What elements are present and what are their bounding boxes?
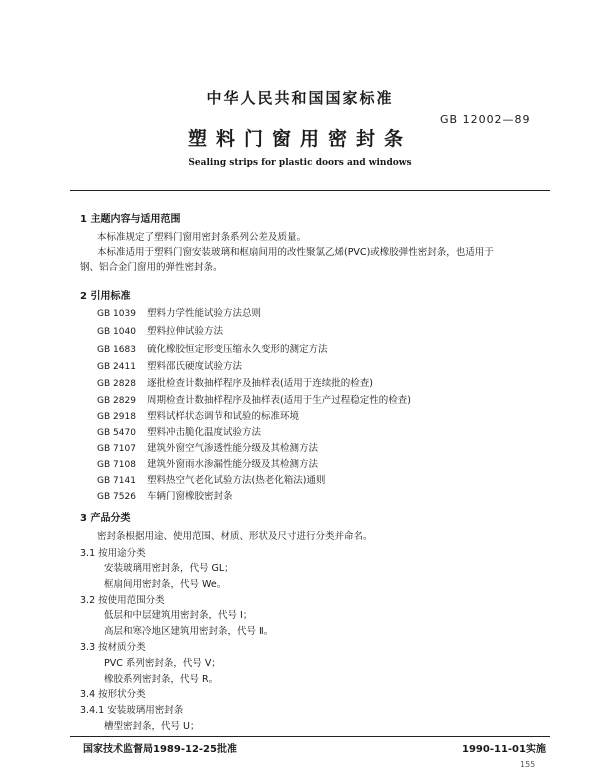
reference-title: 塑料力学性能试验方法总则 (147, 308, 262, 319)
reference-code: GB 1040 (97, 327, 136, 337)
reference-code: GB 7526 (97, 492, 136, 502)
approval-line: 国家技术监督局1989-12-25批准 (83, 744, 237, 755)
section-1-paragraph-2-line-2: 钢、铝合金门窗用的弹性密封条。 (80, 262, 223, 273)
section-3-1-heading: 3.1 按用途分类 (80, 548, 146, 559)
implementation-date: 1990-11-01实施 (462, 744, 546, 755)
section-3-1-item-a: 安装玻璃用密封条，代号 GL； (104, 563, 234, 574)
reference-item (97, 375, 373, 389)
reference-item (97, 392, 411, 406)
reference-code: GB 2918 (97, 412, 136, 422)
section-1-heading: 1 主题内容与适用范围 (80, 214, 181, 225)
section-1-paragraph-2-line-1: 本标准适用于塑料门窗安装玻璃和框扇间用的改性聚氯乙烯(PVC)或橡胶弹性密封条，也适用于 (97, 247, 494, 258)
reference-title: 塑料试样状态调节和试验的标准环境 (147, 411, 300, 422)
reference-title: 硫化橡胶恒定形变压缩永久变形的测定方法 (147, 344, 328, 355)
reference-code: GB 7107 (97, 444, 136, 454)
reference-code: GB 2828 (97, 379, 136, 389)
section-3-3-item-a: PVC 系列密封条，代号 V； (104, 658, 221, 669)
reference-item (97, 358, 242, 372)
reference-item (97, 305, 261, 319)
reference-item (97, 472, 325, 486)
reference-item (97, 341, 328, 355)
reference-title: 塑料邵氏硬度试验方法 (147, 361, 243, 372)
page-number: 155 (520, 760, 536, 769)
section-3-4-1-item-a: 槽型密封条，代号 U； (104, 721, 200, 732)
section-3-3-item-b: 橡胶系列密封条，代号 R。 (104, 674, 219, 685)
reference-title: 逐批检查计数抽样程序及抽样表(适用于连续批的检查) (147, 378, 373, 389)
section-1-paragraph-1: 本标准规定了塑料门窗用密封条系列公差及质量。 (97, 232, 307, 243)
reference-code: GB 1039 (97, 309, 136, 319)
reference-title: 周期检查计数抽样程序及抽样表(适用于生产过程稳定性的检查) (147, 395, 411, 406)
reference-code: GB 1683 (97, 345, 136, 355)
section-3-2-heading: 3.2 按使用范围分类 (80, 595, 165, 606)
section-3-3-heading: 3.3 按材质分类 (80, 642, 146, 653)
header-divider (70, 190, 550, 191)
section-3-4-heading: 3.4 按形状分类 (80, 689, 146, 700)
section-3-2-item-b: 高层和寒冷地区建筑用密封条，代号 Ⅱ。 (104, 626, 274, 637)
reference-item (97, 408, 299, 422)
section-3-heading: 3 产品分类 (80, 513, 131, 524)
reference-title: 塑料热空气老化试验方法(热老化箱法)通则 (147, 475, 326, 486)
document-title: 塑料门窗用密封条 (187, 128, 412, 150)
reference-code: GB 5470 (97, 428, 136, 438)
document-organization: 中华人民共和国国家标准 (206, 89, 394, 107)
standard-code: GB 12002—89 (440, 113, 531, 126)
reference-code: GB 7141 (97, 476, 136, 486)
reference-item (97, 424, 261, 438)
reference-code: GB 7108 (97, 460, 136, 470)
section-3-intro: 密封条根据用途、使用范围、材质、形状及尺寸进行分类并命名。 (97, 531, 373, 542)
reference-item (97, 323, 223, 337)
section-3-4-1-heading: 3.4.1 安装玻璃用密封条 (80, 705, 184, 716)
reference-title: 车辆门窗橡胶密封条 (147, 491, 233, 502)
reference-title: 建筑外窗空气渗透性能分级及其检测方法 (147, 443, 319, 454)
footer-divider (70, 736, 550, 737)
section-2-heading: 2 引用标准 (80, 291, 131, 302)
reference-code: GB 2411 (97, 362, 136, 372)
section-3-1-item-b: 框扇间用密封条，代号 We。 (104, 579, 227, 590)
section-3-2-item-a: 低层和中层建筑用密封条，代号 Ⅰ； (104, 610, 253, 621)
document-title-english: Sealing strips for plastic doors and windows (188, 158, 412, 168)
reference-title: 塑料拉伸试验方法 (147, 326, 224, 337)
reference-title: 建筑外窗雨水渗漏性能分级及其检测方法 (147, 459, 319, 470)
reference-item (97, 488, 233, 502)
reference-item (97, 456, 318, 470)
reference-title: 塑料冲击脆化温度试验方法 (147, 427, 262, 438)
reference-code: GB 2829 (97, 396, 136, 406)
reference-item (97, 440, 318, 454)
